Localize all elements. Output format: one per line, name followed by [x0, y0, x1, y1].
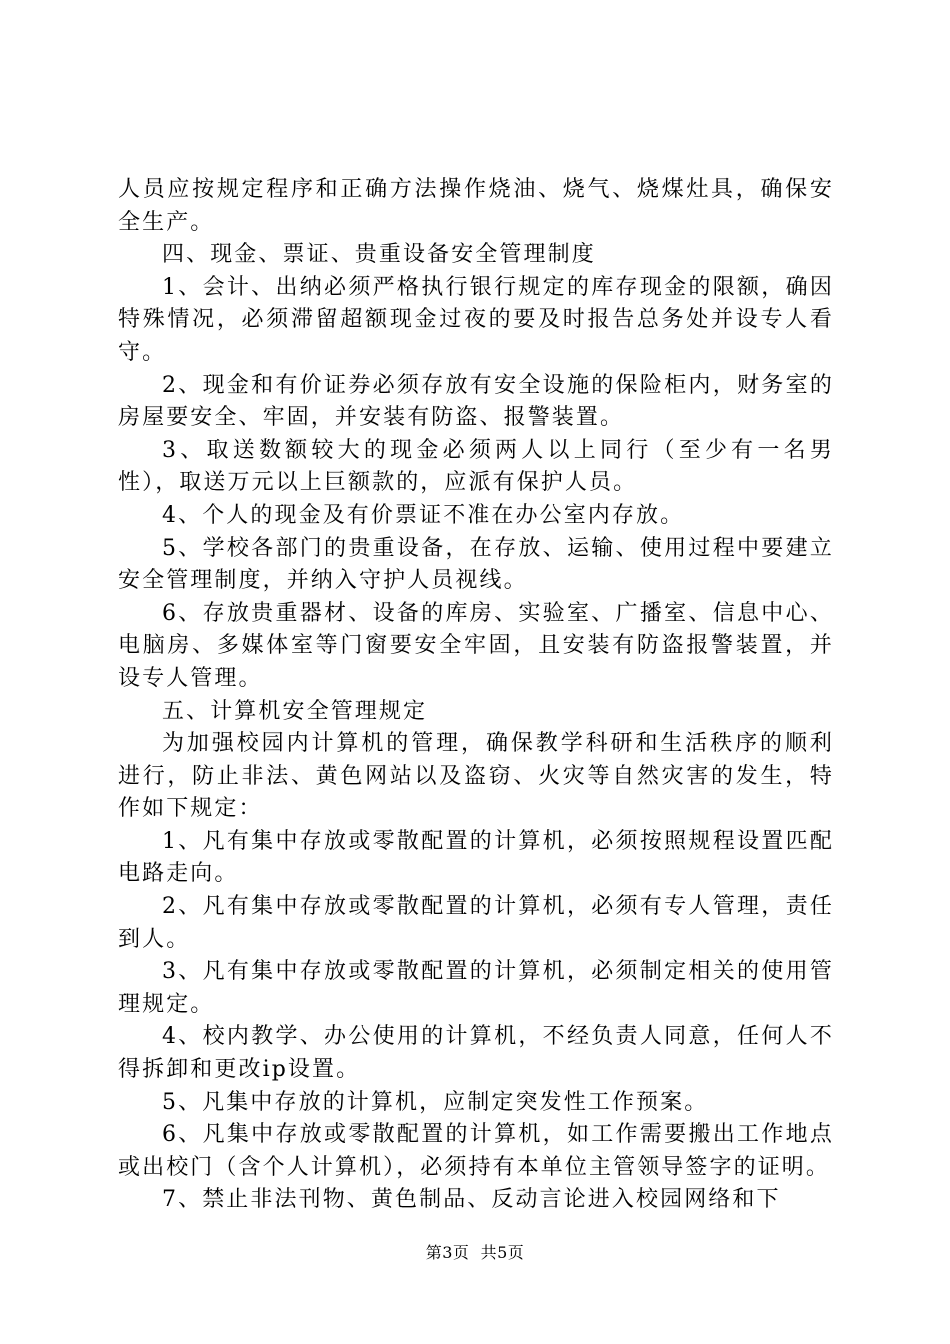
section-heading-cash-security: 四、现金、票证、贵重设备安全管理制度	[162, 242, 596, 268]
page-number-label: 第3页 共5页	[425, 1243, 525, 1262]
paragraph-intro: 为加强校园内计算机的管理，确保教学科研和生活秩序的顺利进行，防止非法、黄色网站以及盗窃、火灾等自然灾害的发生，特作如下规定：	[118, 731, 834, 822]
paragraph-continuation: 人员应按规定程序和正确方法操作烧油、烧气、烧煤灶具，确保安全生产。	[118, 177, 834, 235]
paragraph-item: 7、禁止非法刊物、黄色制品、反动言论进入校园网络和下	[162, 1187, 781, 1213]
paragraph-item: 2、现金和有价证券必须存放有安全设施的保险柜内，财务室的房屋要安全、牢固，并安装有防盗、报警装置。	[118, 372, 834, 431]
paragraph-item: 1、凡有集中存放或零散配置的计算机，必须按照规程设置匹配电路走向。	[118, 828, 834, 887]
paragraph-item: 5、凡集中存放的计算机，应制定突发性工作预案。	[162, 1089, 709, 1115]
paragraph-item: 6、凡集中存放或零散配置的计算机，如工作需要搬出工作地点或出校门（含个人计算机），必须持有本单位主管领导签字的证明。	[118, 1122, 834, 1180]
paragraph-item: 4、个人的现金及有价票证不准在办公室内存放。	[162, 502, 685, 528]
paragraph-item: 4、校内教学、办公使用的计算机，不经负责人同意，任何人不得拆卸和更改ip设置。	[118, 1024, 834, 1083]
paragraph-item: 3、凡有集中存放或零散配置的计算机，必须制定相关的使用管理规定。	[118, 959, 834, 1017]
section-heading-computer-security: 五、计算机安全管理规定	[162, 698, 428, 724]
document-body	[118, 174, 834, 1217]
page-footer	[0, 1240, 950, 1263]
paragraph-item: 1、会计、出纳必须严格执行银行规定的库存现金的限额，确因特殊情况，必须滞留超额现金过夜的要及时报告总务处并设专人看守。	[118, 274, 834, 365]
paragraph-item: 2、凡有集中存放或零散配置的计算机，必须有专人管理，责任到人。	[118, 894, 834, 952]
paragraph-item: 6、存放贵重器材、设备的库房、实验室、广播室、信息中心、电脑房、多媒体室等门窗要安全牢固，且安装有防盗报警装置，并设专人管理。	[118, 600, 834, 691]
paragraph-item: 5、学校各部门的贵重设备，在存放、运输、使用过程中要建立安全管理制度，并纳入守护人员视线。	[118, 535, 834, 594]
paragraph-item: 3、取送数额较大的现金必须两人以上同行（至少有一名男性），取送万元以上巨额款的，应派有保护人员。	[118, 437, 834, 496]
